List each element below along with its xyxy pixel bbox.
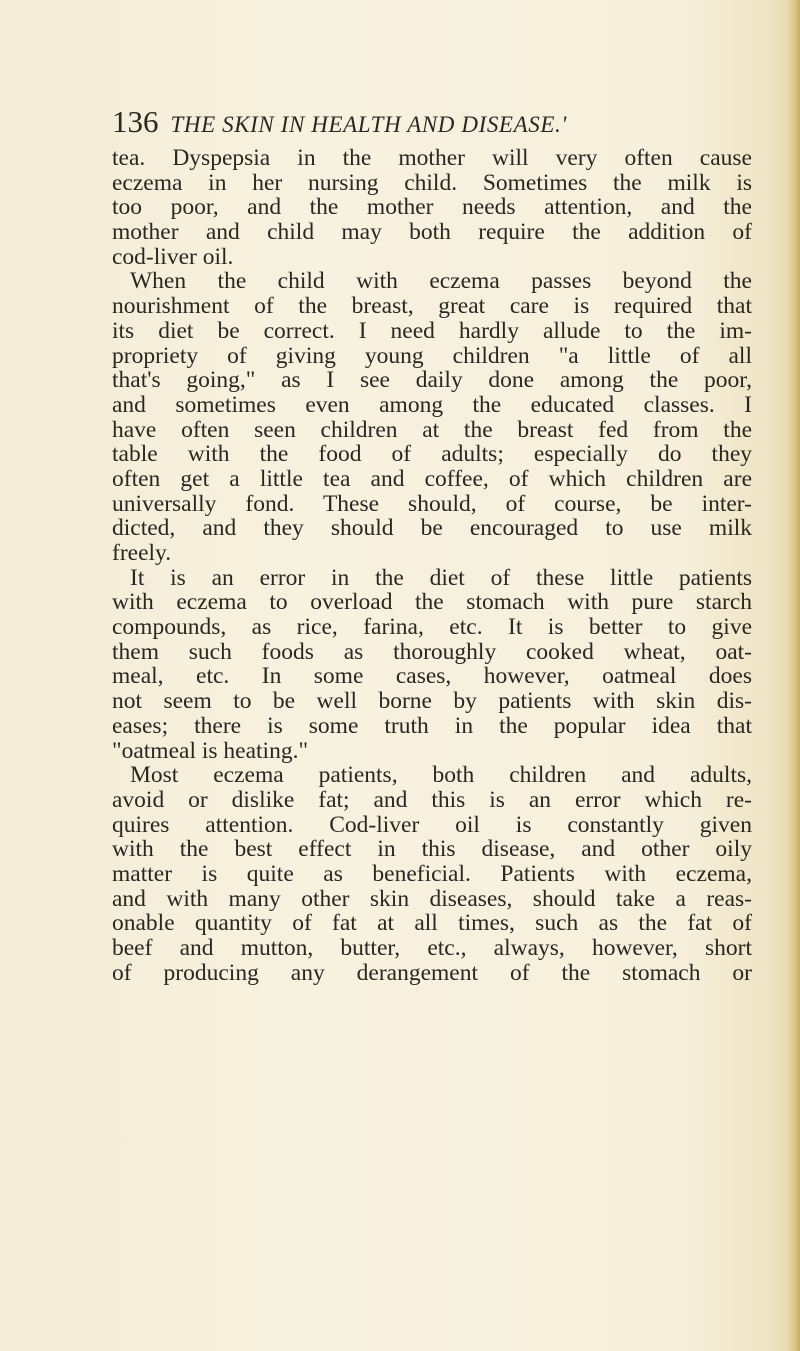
text-line: too poor, and the mother needs attention, and the [112, 194, 752, 221]
text-line: matter is quite as beneficial. Patients with eczema, [112, 860, 752, 887]
text-line: its diet be correct. I need hardly allude to the im- [112, 317, 752, 344]
body-text [112, 146, 752, 985]
text-line: freely. [112, 540, 172, 566]
text-line: nourishment of the breast, great care is required that [112, 293, 752, 320]
text-line: onable quantity of fat at all times, such as the fat of [112, 910, 752, 937]
page-edge-shadow [786, 0, 800, 1351]
text-line: propriety of giving young children "a little of all [112, 342, 752, 369]
text-line: compounds, as rice, farina, etc. It is better to give [112, 614, 752, 641]
text-line: meal, etc. In some cases, however, oatmeal does [112, 663, 752, 690]
text-line: with the best effect in this disease, and other oily [112, 836, 752, 863]
text-line: When the child with eczema passes beyond the [130, 268, 752, 295]
text-line: and with many other skin diseases, should take a reas- [112, 885, 752, 912]
text-line: not seem to be well borne by patients with skin dis- [112, 688, 752, 715]
text-line: them such foods as thoroughly cooked wheat, oat- [112, 638, 752, 665]
text-line: and sometimes even among the educated classes. I [112, 391, 752, 418]
text-line: with eczema to overload the stomach with pure starch [112, 589, 752, 616]
text-line: table with the food of adults; especially do they [112, 441, 752, 468]
text-line: cod-liver oil. [112, 243, 234, 270]
running-title: THE SKIN IN HEALTH AND DISEASE.' [170, 112, 567, 137]
text-line: Most eczema patients, both children and adults, [130, 762, 752, 789]
text-line: universally fond. These should, of course, be inter- [112, 490, 752, 517]
text-line: eases; there is some truth in the popular idea that [112, 712, 752, 739]
text-line: mother and child may both require the addition of [112, 219, 752, 246]
page-header [112, 104, 732, 144]
text-line: tea. Dyspepsia in the mother will very often cause [112, 145, 752, 171]
text-line: It is an error in the diet of these little patients [130, 564, 752, 591]
text-line: quires attention. Cod-liver oil is constantly given [112, 811, 752, 838]
text-line: that's going," as I see daily done among the poor, [112, 367, 752, 394]
text-line: often get a little tea and coffee, of which children are [112, 465, 752, 492]
text-line: of producing any derangement of the stomach or [112, 959, 752, 986]
text-line: avoid or dislike fat; and this is an error which re- [112, 786, 752, 813]
text-line: dicted, and they should be encouraged to use milk [112, 515, 752, 542]
text-line: beef and mutton, butter, etc., always, however, short [112, 935, 752, 961]
page-number: 136 [112, 104, 159, 139]
text-line: have often seen children at the breast fed from the [112, 416, 752, 443]
text-line: eczema in her nursing child. Sometimes the milk is [112, 169, 752, 196]
text-line: "oatmeal is heating." [112, 737, 309, 764]
